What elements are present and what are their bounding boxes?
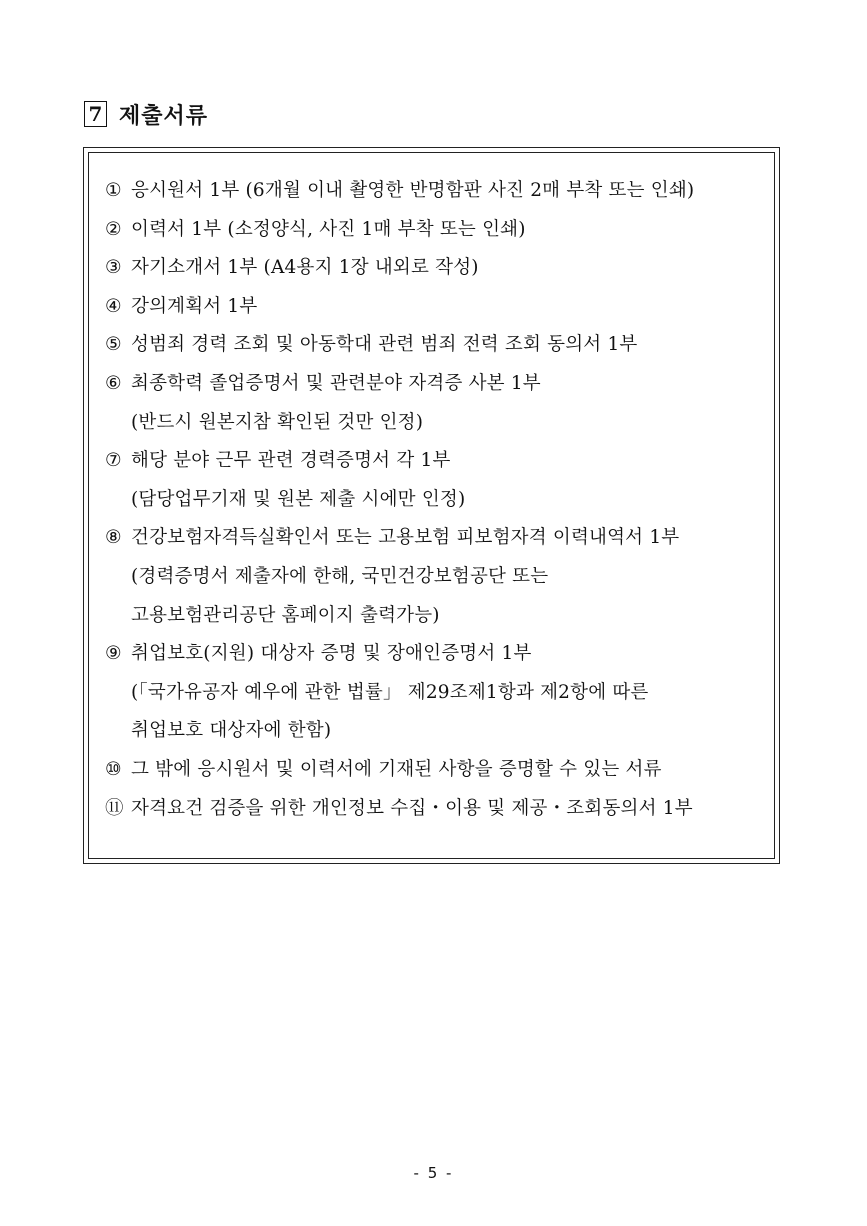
- list-item: [105, 751, 775, 790]
- list-item-text: 건강보험자격득실확인서 또는 고용보험 피보험자격 이력내역서 1부: [131, 527, 680, 549]
- list-item-number: ⑥: [105, 372, 122, 394]
- list-item-text: 이력서 1부 (소정양식, 사진 1매 부착 또는 인쇄): [131, 218, 526, 240]
- list-item-number: ⑧: [105, 527, 122, 549]
- list-item: [105, 172, 775, 211]
- list-item: [105, 211, 775, 250]
- list-item-text: 해당 분야 근무 관련 경력증명서 각 1부: [131, 450, 451, 472]
- list-item-number: ①: [105, 180, 122, 201]
- list-item-number: ③: [105, 257, 122, 279]
- list-item-continuation: 고용보험관리공단 홈페이지 출력가능): [131, 604, 440, 626]
- section-title: 제출서류: [119, 103, 209, 129]
- list-item-continuation: (담당업무기재 및 원본 제출 시에만 인정): [131, 488, 466, 510]
- list-item: [105, 288, 775, 327]
- list-item: [105, 442, 775, 481]
- list-item: [105, 635, 775, 674]
- list-item-number: ④: [105, 295, 122, 317]
- list-item-continuation: (경력증명서 제출자에 한해, 국민건강보험공단 또는: [131, 565, 549, 587]
- list-item-number: ⑨: [105, 643, 122, 665]
- documents-list: [105, 172, 775, 828]
- section-heading: [84, 98, 208, 130]
- list-item: [105, 249, 775, 288]
- list-item-continuation: (반드시 원본지참 확인된 것만 인정): [131, 411, 424, 433]
- list-item: [105, 790, 775, 829]
- list-item-continuation: 취업보호 대상자에 한함): [131, 720, 332, 742]
- list-item-text: 최종학력 졸업증명서 및 관련분야 자격증 사본 1부: [131, 372, 541, 394]
- list-item-text: 취업보호(지원) 대상자 증명 및 장애인증명서 1부: [131, 643, 532, 665]
- list-item-continuation: (「국가유공자 예우에 관한 법률」 제29조제1항과 제2항에 따른: [131, 681, 649, 703]
- section-number-box: 7: [84, 101, 107, 127]
- list-item-text: 성범죄 경력 조회 및 아동학대 관련 범죄 전력 조회 동의서 1부: [131, 334, 638, 356]
- list-item-number: ⑤: [105, 334, 122, 356]
- list-item: [105, 519, 775, 558]
- list-item-text: 응시원서 1부 (6개월 이내 촬영한 반명함판 사진 2매 부착 또는 인쇄): [131, 180, 695, 201]
- page-number: - 5 -: [413, 1164, 454, 1182]
- list-item-number: ⑦: [105, 450, 122, 472]
- list-item-text: 강의계획서 1부: [131, 295, 258, 317]
- list-item-number: ⑪: [105, 797, 124, 819]
- list-item-number: ②: [105, 218, 122, 240]
- list-item-number: ⑩: [105, 758, 122, 780]
- list-item-text: 자격요건 검증을 위한 개인정보 수집・이용 및 제공・조회동의서 1부: [131, 797, 693, 819]
- list-item: [105, 326, 775, 365]
- list-item: [105, 365, 775, 404]
- list-item-text: 그 밖에 응시원서 및 이력서에 기재된 사항을 증명할 수 있는 서류: [131, 758, 662, 780]
- list-item-text: 자기소개서 1부 (A4용지 1장 내외로 작성): [131, 257, 479, 279]
